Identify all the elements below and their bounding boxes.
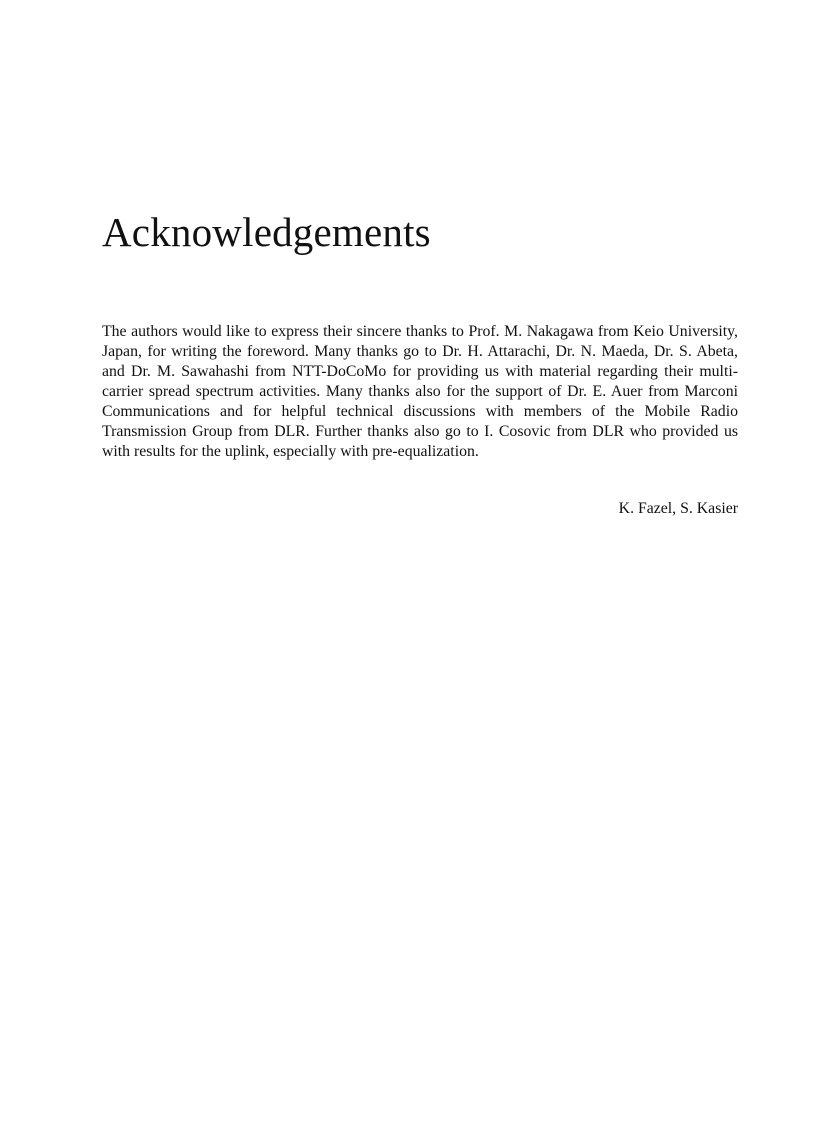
acknowledgement-paragraph: The authors would like to express their sincere thanks to Prof. M. Nakagawa from Keio University, Japan, for writing the foreword. Many thanks go to Dr. H. Attarachi, Dr. N. Maeda, Dr. S. Abeta, and Dr. M. Sawahashi from NTT-DoCoMo for providing us with material regarding their multi-carrier spread spectrum activities. Many thanks also for the support of Dr. E. Auer from Marconi Communications and for helpful technical discussions with members of the Mobile Radio Transmission Group from DLR. Further thanks also go to I. Cosovic from DLR who provided us with results for the uplink, especially with pre-equalization.	[102, 323, 738, 460]
page-title: Acknowledgements	[102, 209, 431, 255]
author-signature: K. Fazel, S. Kasier	[618, 500, 738, 517]
